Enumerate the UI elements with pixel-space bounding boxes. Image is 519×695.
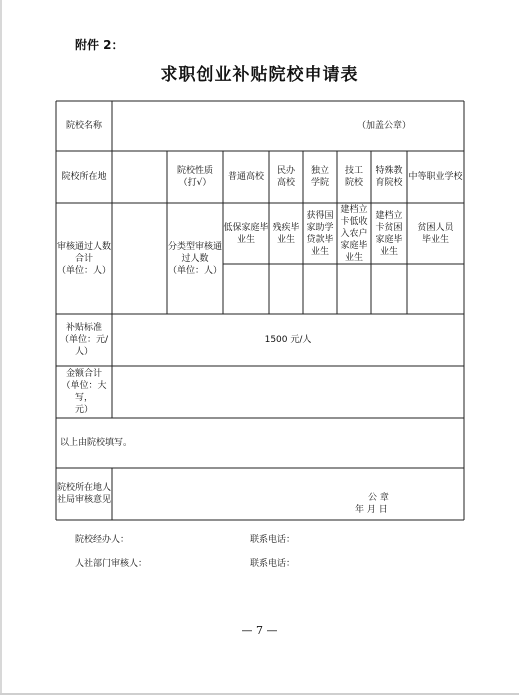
school-type-label: 院校性质 （打√） [176,166,213,188]
count-disabled-field[interactable] [269,264,303,314]
school-phone-label: 联系电话： [250,535,296,545]
count-student-loan-field[interactable] [303,264,337,314]
category-student-loan: 获得国 家助学 贷款毕 业生 [306,210,334,257]
subsidy-standard-value: 1500 元/人 [264,335,312,345]
amount-total-label: 金额合计 （单位：大写， 元） [61,369,107,415]
review-opinion-label: 院校所在地人 社局审核意见 [56,483,111,505]
approved-total-label: 审核通过人数 合计 （单位：人） [56,241,111,276]
school-type-independent[interactable]: 独立 学院 [310,166,329,188]
count-low-income-field[interactable] [223,264,269,314]
school-type-regular[interactable]: 普通高校 [227,172,264,182]
school-name-field[interactable] [112,101,464,151]
school-handler-label: 院校经办人： [75,535,130,545]
school-name-label: 院校名称 [65,121,102,131]
subsidy-standard-label: 补贴标准 （单位：元/人） [59,323,109,357]
school-location-field[interactable] [112,151,167,203]
seal-note: （加盖公章） [357,121,412,131]
hr-reviewer-label: 人社部门审核人： [75,559,148,569]
category-registered-poor-family: 建档立 卡贫困 家庭毕 业生 [375,210,403,257]
category-disabled: 残疾毕 业生 [272,222,300,245]
school-type-technical[interactable]: 技工 院校 [344,166,363,188]
amount-total-field[interactable] [112,366,464,418]
school-type-special-education[interactable]: 特殊教 育院校 [375,166,403,188]
review-date: 年 月 日 [355,505,388,515]
school-type-private[interactable]: 民办 高校 [276,166,295,188]
form-title: 求职创业补贴院校申请表 [160,65,359,85]
count-registered-poor-field[interactable] [371,264,407,314]
category-registered-low-income-rural: 建档立 卡低收 入农户 家庭毕 业生 [340,204,368,263]
page-left-edge [0,0,2,695]
page-number: — 7 — [241,624,278,637]
review-opinion-field[interactable] [112,468,464,520]
category-low-income: 低保家庭毕 业生 [223,222,269,245]
school-type-vocational[interactable]: 中等职业学校 [408,172,463,182]
attachment-label: 附件 2： [75,38,124,52]
approved-total-field[interactable] [112,203,167,314]
school-location-label: 院校所在地 [61,172,107,182]
category-poor-persons: 贫困人员 毕业生 [417,222,454,245]
approved-by-type-label: 分类型审核通 过人数 （单位：人） [167,241,222,276]
hr-phone-label: 联系电话： [250,559,296,569]
seal-word: 公 章 [368,493,389,503]
school-fill-note: 以上由院校填写。 [60,438,133,448]
count-registered-rural-field[interactable] [337,264,371,314]
count-poor-persons-field[interactable] [407,264,464,314]
